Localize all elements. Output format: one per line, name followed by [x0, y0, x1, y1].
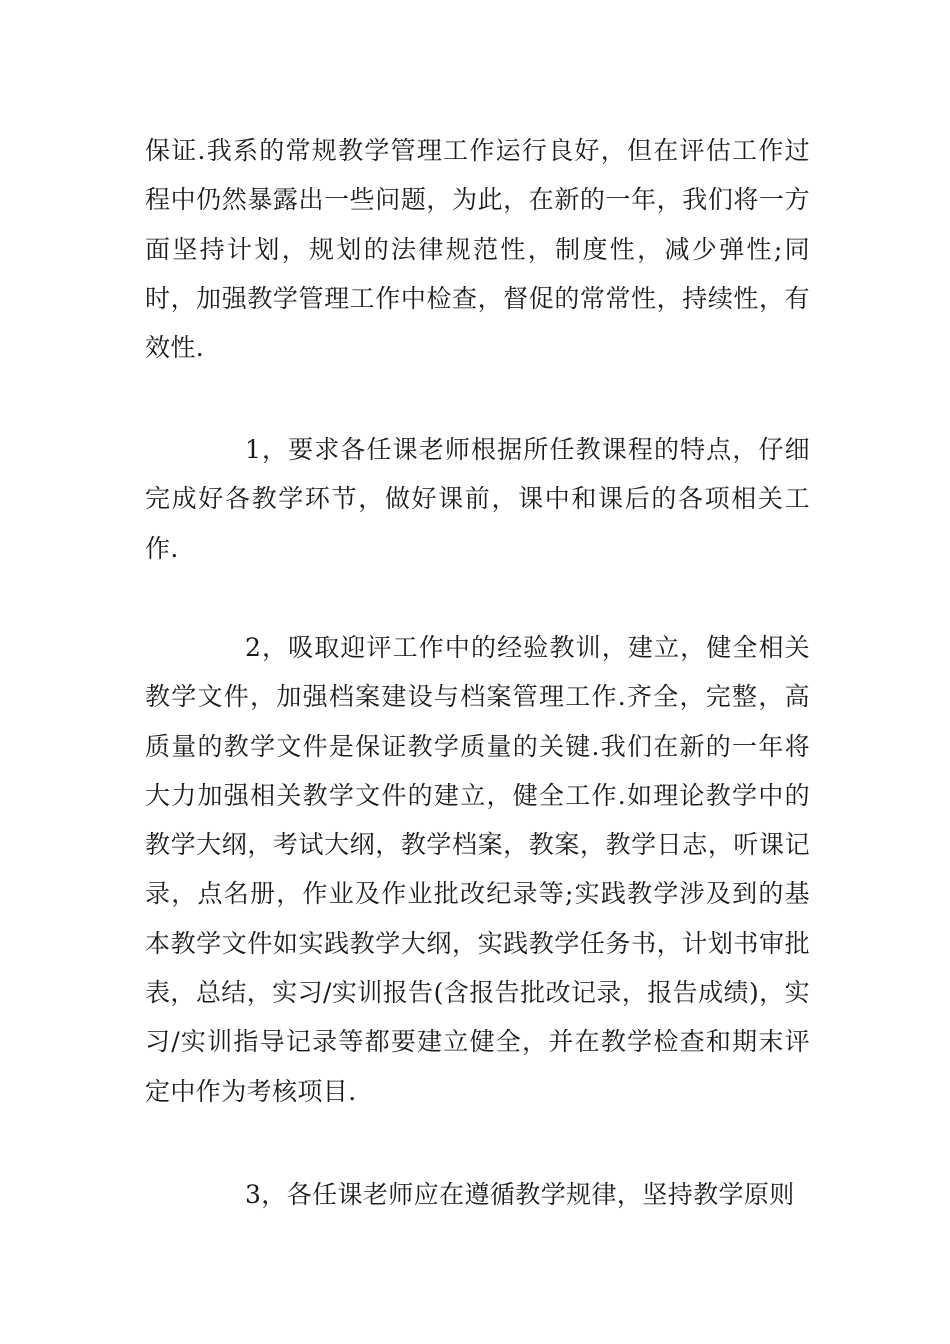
- paragraph-item-2: 2，吸取迎评工作中的经验教训，建立，健全相关教学文件，加强档案建设与档案管理工作.齐全，完整，高质量的教学文件是保证教学质量的关键.我们在新的一年将大力加强相关教学文件的建立，健全工作.如理论教学中的教学大纲，考试大纲，教学档案，教案，教学日志，听课记录，点名册，作业及作业批改纪录等;实践教学涉及到的基本教学文件如实践教学大纲，实践教学任务书，计划书审批表，总结，实习/实训报告(含报告批改记录，报告成绩)，实习/实训指导记录等都要建立健全，并在教学检查和期末评定中作为考核项目.: [145, 633, 810, 1106]
- paragraph-continuation: 保证.我系的常规教学管理工作运行良好，但在评估工作过程中仍然暴露出一些问题，为此，在新的一年，我们将一方面坚持计划，规划的法律规范性，制度性，减少弹性;同时，加强教学管理工作中检查，督促的常常性，持续性，有效性.: [145, 136, 810, 363]
- paragraph-item-3: 3，各任课老师应在遵循教学规律，坚持教学原则: [245, 1180, 795, 1209]
- paragraph-item-1: 1，要求各任课老师根据所任教课程的特点，仔细完成好各教学环节，做好课前，课中和课后的各项相关工作.: [145, 435, 810, 563]
